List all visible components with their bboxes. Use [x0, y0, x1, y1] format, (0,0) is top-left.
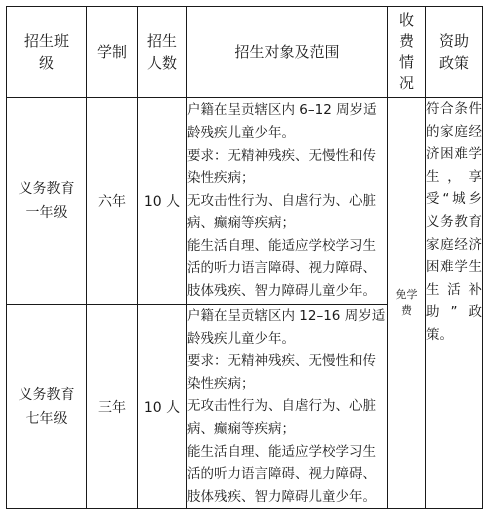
policy-cell: 符合条件的家庭经济困难学生，享受“城乡义务教育家庭经济困难学生生活补助”政策。	[426, 98, 483, 509]
scope-line: 户籍在呈贡辖区内 12–16 周岁适龄残疾儿童少年。	[187, 308, 386, 347]
header-row	[7, 7, 483, 98]
duration-cell: 三年	[87, 305, 138, 509]
count-cell: 10 人	[138, 305, 187, 509]
count-cell: 10 人	[138, 98, 187, 305]
header-class: 招生班级	[7, 7, 87, 98]
header-count: 招生人数	[138, 7, 187, 98]
scope-line: 要求：无精神残疾、无慢性和传染性疾病；	[187, 353, 376, 392]
scope-line: 能生活自理、能适应学校学习生活的听力语言障碍、视力障碍、肢体残疾、智力障碍儿童少年。	[187, 443, 376, 505]
header-scope: 招生对象及范围	[187, 7, 388, 98]
scope-cell	[187, 305, 388, 509]
header-policy: 资助政策	[426, 7, 483, 98]
scope-line: 无攻击性行为、自虐行为、心脏病、癫痫等疾病；	[187, 192, 376, 232]
scope-line: 要求：无精神残疾、无慢性和传染性疾病；	[187, 147, 376, 187]
fee-cell: 免学费	[388, 98, 426, 509]
class-cell: 义务教育一年级	[7, 98, 87, 305]
duration-cell: 六年	[87, 98, 138, 305]
enrollment-table	[6, 6, 483, 509]
header-duration: 学制	[87, 7, 138, 98]
scope-cell	[187, 98, 388, 305]
table-row	[7, 98, 483, 305]
scope-line: 户籍在呈贡辖区内 6–12 周岁适龄残疾儿童少年。	[187, 102, 377, 141]
scope-line: 无攻击性行为、自虐行为、心脏病、癫痫等疾病；	[187, 398, 376, 437]
header-fee: 收费情况	[388, 7, 426, 98]
scope-line: 能生活自理、能适应学校学习生活的听力语言障碍、视力障碍、肢体残疾、智力障碍儿童少年。	[187, 237, 376, 300]
class-cell: 义务教育七年级	[7, 305, 87, 509]
